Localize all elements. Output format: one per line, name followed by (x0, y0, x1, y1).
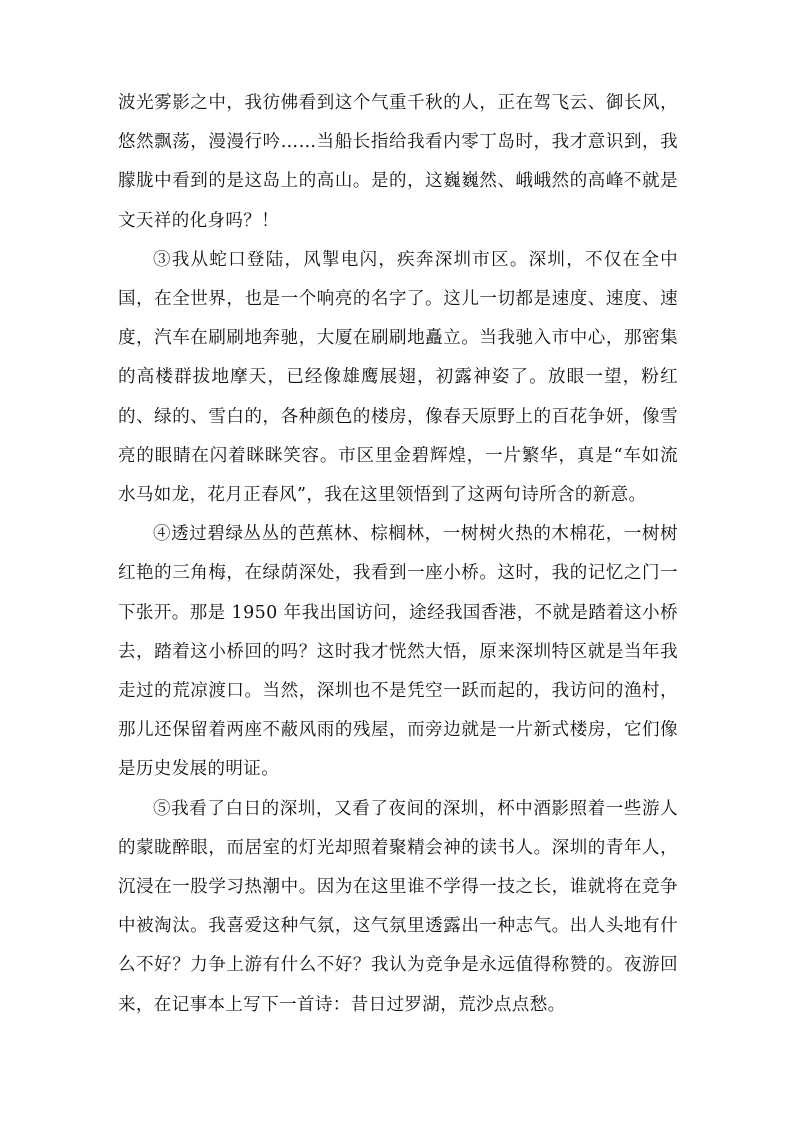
paragraph-continuation: 波光雾影之中，我彷佛看到这个气重千秋的人，正在驾飞云、御长风，悠然飘荡，漫漫行吟……当船长指给我看内零丁岛时，我才意识到，我朦胧中看到的是这岛上的高山。是的，这巍巍然、峨峨然的高峰不就是文天祥的化身吗？！ (118, 93, 678, 231)
paragraph-5: ⑤我看了白日的深圳，又看了夜间的深圳，杯中酒影照着一些游人的蒙眬醉眼，而居室的灯光却照着聚精会神的读书人。深圳的青年人，沉浸在一股学习热潮中。因为在这里谁不学得一技之长，谁就将在竞争中被淘汰。我喜爱这种气氛，这气氛里透露出一种志气。出人头地有什么不好？力争上游有什么不好？我认为竞争是永远值得称赞的。夜游回来，在记事本上写下一首诗：昔日过罗湖，荒沙点点愁。 (118, 798, 678, 1015)
document-page (118, 84, 678, 1025)
paragraph-3: ③我从蛇口登陆，风掣电闪，疾奔深圳市区。深圳，不仅在全中国，在全世界，也是一个响亮的名字了。这儿一切都是速度、速度、速度，汽车在刷刷地奔驰，大厦在刷刷地矗立。当我驰入市中心，那密集的高楼群拔地摩天，已经像雄鹰展翅，初露神姿了。放眼一望，粉红的、绿的、雪白的，各种颜色的楼房，像春天原野上的百花争妍，像雪亮的眼睛在闪着眯眯笑容。市区里金碧辉煌，一片繁华，真是“车如流水马如龙，花月正春风”，我在这里领悟到了这两句诗所含的新意。 (118, 249, 678, 506)
paragraph-4: ④透过碧绿丛丛的芭蕉林、棕榈林，一树树火热的木棉花，一树树红艳的三角梅，在绿荫深处，我看到一座小桥。这时，我的记忆之门一下张开。那是 1950 年我出国访问，途经我国香港，不就是踏着这小桥去，踏着这小桥回的吗？这时我才恍然大悟，原来深圳特区就是当年我走过的荒凉渡口。当然，深圳也不是凭空一跃而起的，我访问的渔村，那儿还保留着两座不蔽风雨的残屋，而旁边就是一片新式楼房，它们像是历史发展的明证。 (118, 524, 678, 780)
